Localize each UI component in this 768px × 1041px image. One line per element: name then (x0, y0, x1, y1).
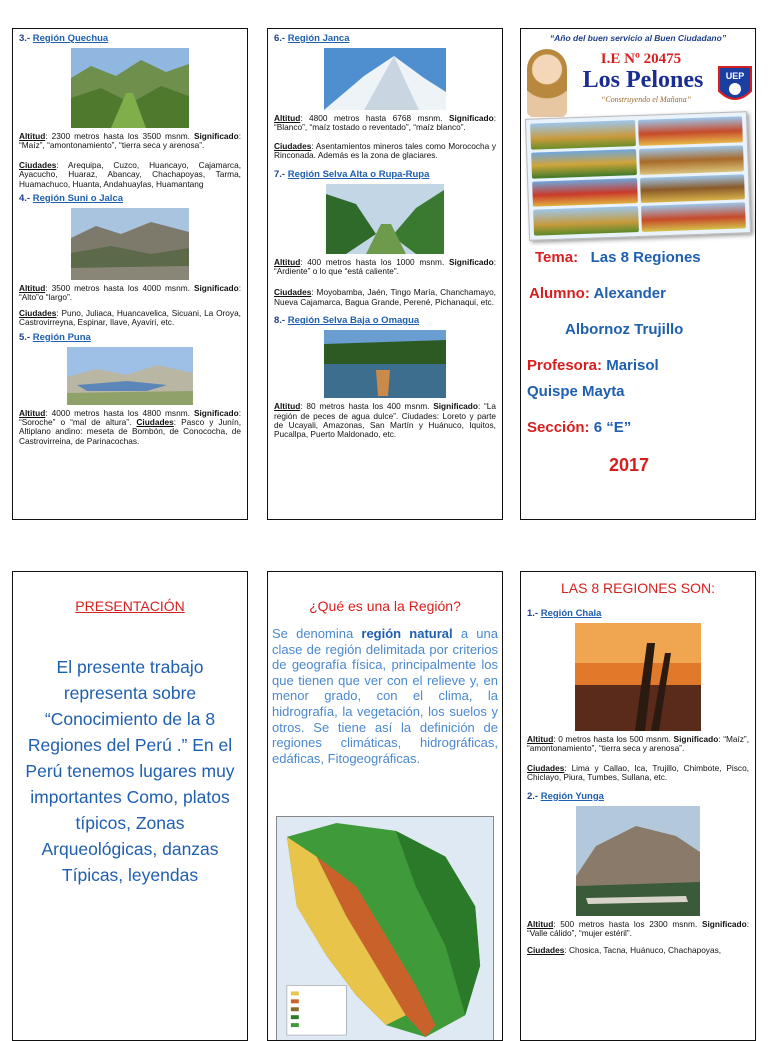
alumno-last: Albornoz Trujillo (565, 321, 684, 338)
photo-suni (71, 208, 189, 280)
profesora-line: Profesora: Marisol (527, 357, 659, 374)
region-definition: Se denomina región natural a una clase de región delimitada por criterios de geografía física, principalmente los que tienen que ver con el relieve y, en menor grado, con el clima, la hidrografía, la vegetación, los suelos y otros. Se tiene así la definición de regiones climáticas, hidrográficas, edáficas, Fitogeográficas. (272, 626, 498, 766)
virgin-image (527, 49, 567, 117)
desc-rupa: Altitud: 400 metros hasta los 1000 msnm. Significado: “Ardiente” o lo que “está caliente”. Ciudades: Moyobamba, Jaén, Tingo María, Chanchamayo, Nueva Cajamarca, Bagua Grande, Perené, Pichanaqui, etc. (274, 256, 496, 307)
panel-que-es-region (267, 571, 503, 1041)
heading-quechua: 3.- Región Quechua (19, 33, 109, 44)
desc-yunga: Altitud: 500 metros hasta los 2300 msnm. Significado: “Valle cálido”, “mujer estéril”. Ciudades: Chosica, Tacna, Huánuco, Chachapoyas, (527, 918, 749, 956)
heading-janca: 6.- Región Janca (274, 33, 350, 44)
photo-omagua (324, 330, 446, 398)
school-number: I.E Nº 20475 (600, 51, 682, 67)
cover-header (521, 43, 755, 123)
photo-puna (67, 347, 193, 405)
photo-yunga (576, 806, 700, 916)
seccion-line: Sección: 6 “E” (527, 419, 632, 436)
heading-omagua: 8.- Región Selva Baja o Omagua (274, 315, 420, 327)
profesora-last: Quispe Mayta (527, 383, 625, 400)
photo-janca (324, 48, 446, 110)
desc-quechua: Altitud: 2300 metros hasta los 3500 msnm. Significado: “Maíz”, “amontonamiento”, “tierra seca y arenosa”. Ciudades: Arequipa, Cuzco, Huancayo, Cajamarca, Ayacucho, Huaraz, Abancay, Chachapoyas, Tarma, Huamachuco, Huanta, Andahuaylas, Huamantang (19, 131, 241, 189)
heading-puna: 5.- Región Puna (19, 331, 91, 343)
region-question-title: ¿Qué es una la Región? (309, 598, 461, 614)
desc-puna: Altitud: 4000 metros hasta los 4800 msnm. Significado: “Soroche” o “mal de altura”. Ciudades: Pasco y Junín, Altiplano andino: meseta de Bombón, de Conococha, de Castrovirreina, de Parinacochas. (19, 407, 242, 446)
desc-omagua: Altitud: 80 metros hasta los 400 msnm. Significado: “La región de peces de agua dulce”. Ciudades: Loreto y parte de Ucayali, Amazonas, San Martín y Huánuco, Iquitos, Pucallpa, Puerto Maldonado, etc. (274, 401, 497, 440)
alumno-line: Alumno: Alexander (529, 285, 666, 302)
tema-line: Tema: Las 8 Regiones (535, 249, 701, 266)
school-slogan: “Construyendo el Mañana” (600, 95, 692, 104)
year: 2017 (609, 455, 650, 475)
peru-regions-map (276, 816, 494, 1041)
panel-presentacion (12, 571, 248, 1041)
heading-chala: 1.- Región Chala (527, 608, 602, 619)
heading-rupa: 7.- Región Selva Alta o Rupa-Rupa (274, 168, 430, 180)
panel-cover (520, 28, 756, 520)
school-logo-icon (717, 65, 753, 107)
desc-suni: Altitud: 3500 metros hasta los 4000 msnm. Significado: “Alto”o “largo”. Ciudades: Puno, Juliaca, Huancavelica, Sicuani, La Oroya, Castrovirreyna, Espinar, Ilave, Ayaviri, etc. (19, 283, 241, 328)
desc-chala: Altitud: 0 metros hasta los 500 msnm. Significado: “Maíz”, “amontonamiento”, “tierra seca y arenosa”. Ciudades: Lima y Callao, Ica, Trujillo, Chimbote, Pisco, Chiclayo, Piura, Tumbes, Sullana, etc. (527, 734, 750, 783)
las-8-regiones-title: LAS 8 REGIONES SON: (560, 580, 716, 596)
photo-chala (575, 623, 701, 731)
regions-collage (525, 111, 751, 241)
heading-yunga: 2.- Región Yunga (527, 790, 604, 802)
motto: “Año del buen servicio al Buen Ciudadano” (549, 33, 727, 43)
panel-las-8-regiones (520, 571, 756, 1041)
presentacion-body: El presente trabajo representa sobre “Conocimiento de la 8 Regiones del Perú .” En el Perú tenemos lugares muy importantes Como, platos típicos, Zonas Arqueológicas, danzas Típicas, leyendas (25, 657, 235, 885)
desc-janca: Altitud: 4800 metros hasta 6768 msnm. Significado: “Blanco”, “maíz tostado o reventado”, “maíz blanco”. Ciudades: Asentamientos mineros tales como Morococha y Rinconada. Además es la zona de glaciares. (274, 113, 496, 161)
school-name: Los Pelones (582, 67, 704, 93)
photo-quechua (71, 48, 189, 128)
logo-text: UEP (725, 71, 745, 81)
presentacion-title: PRESENTACIÓN (75, 598, 185, 614)
photo-rupa (326, 184, 444, 254)
heading-suni: 4.- Región Suni o Jalca (19, 193, 124, 205)
panel-quechua-suni-puna (12, 28, 248, 520)
panel-janca-rupa-omagua (267, 28, 503, 520)
